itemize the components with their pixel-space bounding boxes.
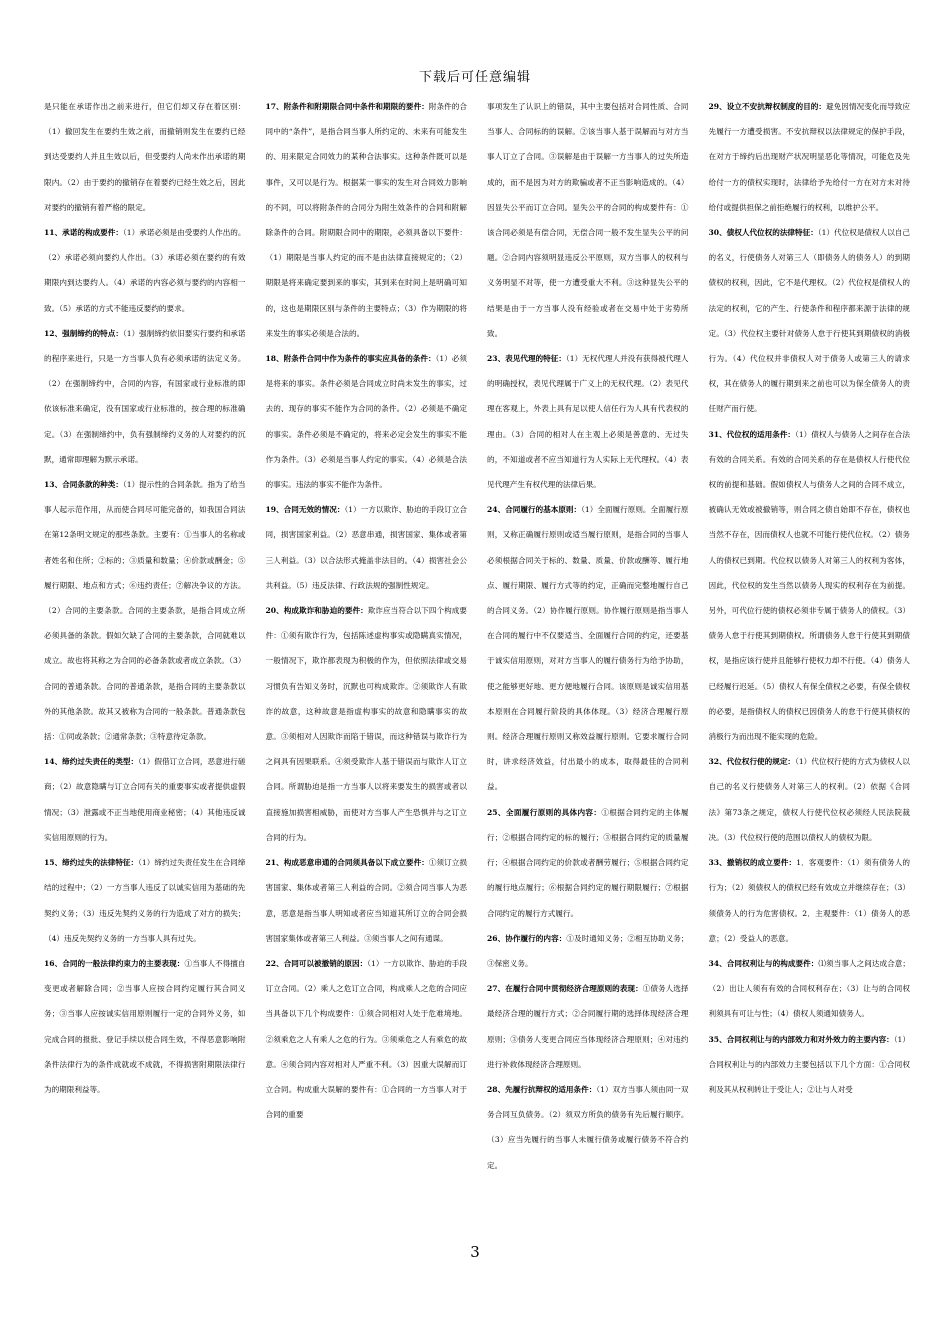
paragraph-text: （1）代位权行使的方式为债权人以自己的名义行使债务人对第三人的权利。（2）依据《合同法》第73条之规定，债权人行使代位权必须经人民法院裁决。（3）代位权行使的范围以债权人的债权为限。 xyxy=(708,757,910,842)
paragraph-text: （1）承诺必须是由受要约人作出的。（2）承诺必须向要约人作出。（3）承诺必须在要约的有效期限内到达要约人。（4）承诺的内容必须与要约的内容相一致。（5）承诺的方式不能违反要约的要求。 xyxy=(44,228,246,313)
paragraph-heading: 34、合同权利让与的构成要件： xyxy=(708,958,819,968)
paragraph-heading: 31、代位权的适用条件： xyxy=(708,429,796,439)
paragraph xyxy=(709,94,911,220)
page-header-title: 下载后可任意编辑 xyxy=(418,70,531,85)
paragraph-heading: 32、代位权行使的规定： xyxy=(708,757,796,767)
paragraph-heading: 20、构成欺诈和胁迫的要件： xyxy=(265,606,368,616)
paragraph xyxy=(487,800,689,926)
column-3 xyxy=(487,94,689,1229)
paragraph-heading: 13、合同条款的种类： xyxy=(44,480,123,490)
paragraph xyxy=(44,951,246,1102)
paragraph-heading: 16、合同的一般法律约束力的主要表现： xyxy=(44,958,185,968)
paragraph-text: （1）缔约过失责任发生在合同缔结的过程中；（2）一方当事人违反了以诚实信用为基础的先契约义务；（3）违反先契约义务的行为造成了对方的损失；（4）违反先契约义务的一方当事人具有过失。 xyxy=(44,858,246,943)
paragraph xyxy=(487,346,689,497)
paragraph-text: （1）假借订立合同，恶意进行磋商；（2）故意隐瞒与订立合同有关的重要事实或者提供虚假情况；（3）泄露或不正当地使用商业秘密；（4）其他违反诚实信用原则的行为。 xyxy=(44,757,246,842)
paragraph-text: （1）全面履行原则。全面履行原则，又称正确履行原则或适当履行原则，是指合同的当事人必须根据合同关于标的、数量、质量、价款或酬等、履行地点、履行期限、履行方式等的约定，正确而完整地履行自己的合同义务。（2）协作履行原则。协作履行原则是指当事人在合同的履行中不仅要适当、全面履行合同的约定，还要基于诚实信用原则，对对方当事人的履行债务行为给予协助，使之能够更好地、更方便地履行合同。该原则是诚实信用基本原则在合同履行阶段的具体体现。（3）经济合理履行原则。经济合理履行原则又称效益履行原则。它要求履行合同时，讲求经济效益，付出最小的成本，取得最佳的合同利益。 xyxy=(487,505,689,792)
paragraph xyxy=(487,497,689,799)
paragraph-text: ①及时通知义务；②相互协助义务；③保密义务。 xyxy=(487,933,689,968)
paragraph-text: （1）提示性的合同条款。指为了给当事人起示范作用，从而使合同尽可能完备的，如我国合同法在第12条明文规定的那些条款。主要有：①当事人的名称或者姓名和住所；②标的；③质量和数量；④价款或酬金；⑤履行期限、地点和方式；⑥违约责任；⑦解决争议的方法。（2）合同的主要条款。合同的主要条款，是指合同成立所必须具备的条款。假如欠缺了合同的主要条款，合同就难以成立。故也将其称之为合同的必备条款或者成立条款。（3）合同的普通条款。合同的普通条款，是指合同的主要条款以外的其他条款。故其又被称为合同的一般条款。普通条款包括：①同或条款；②通常条款；③特意待定条款。 xyxy=(44,480,246,742)
paragraph-text: ①当事人不得擅自变更或者解除合同；②当事人应按合同约定履行其合同义务；③当事人应按诚实信用原则履行一定的合同外义务，如完成合同的报批、登记手续以使合同生效，不得恶意影响附条件法律行为的条件成就或不成就，不得损害附期限法律行为的期限利益等。 xyxy=(44,958,246,1094)
paragraph xyxy=(44,749,246,850)
paragraph-heading: 33、撤销权的成立要件： xyxy=(708,858,797,868)
paragraph-text: ①债务人选择最经济合理的履行方式；②合同履行期的选择体现经济合理原则；③债务人变更合同应当体现经济合理原则；④对违约进行补救体现经济合理原则。 xyxy=(487,984,689,1069)
paragraph-text: （1）合同权利让与的内部效力主要包括以下几个方面：①合同权利及其从权利转让于受让人；②让与人对受 xyxy=(708,1034,910,1094)
paragraph-heading: 27、在履行合同中贯彻经济合理原则的表现： xyxy=(487,984,643,994)
paragraph-text: （1）双方当事人须由同一双务合同互负债务。（2）须双方所负的债务有先后履行顺序。（3）应当先履行的当事人未履行债务或履行债务不符合约定。 xyxy=(487,1084,689,1170)
paragraph xyxy=(487,1077,689,1178)
document-body xyxy=(44,94,910,1229)
paragraph-heading: 14、缔约过失责任的类型： xyxy=(44,757,139,767)
paragraph-text: 事项发生了认识上的错误，其中主要包括对合同性质、合同当事人、合同标的的误解。②该当事人基于误解而与对方当事人订立了合同。③误解是由于误解一方当事人的过失所造成的，而不是因为对方的欺骗或者不正当影响造成的。（4）因显失公平而订立合同。显失公平的合同的构成要件有：①该合同必须是有偿合同，无偿合同一般不发生显失公平的问题。②合同内容须明显违反公平原则，双方当事人的权利与义务明显不对等，使一方遭受重大不利。③这种显失公平的结果是由于一方当事人没有经验或者在交易中处于劣势所致。 xyxy=(487,102,689,338)
paragraph xyxy=(44,472,246,749)
paragraph xyxy=(709,422,911,750)
paragraph xyxy=(709,850,911,951)
paragraph-heading: 26、协作履行的内容： xyxy=(487,933,567,943)
paragraph-text: （1）必须是将来的事实。条件必须是合同成立时尚未发生的事实，过去的、现存的事实不能作为合同的条件。（2）必须是不确定的事实。条件必须是不确定的，将来必定会发生的事实不能作为条件。（3）必须是当事人约定的事实。（4）必须是合法的事实。违法的事实不能作为条件。 xyxy=(265,354,467,490)
paragraph-text: ①根据合同约定的主体履行；②根据合同约定的标的履行；③根据合同约定的质量履行；④根据合同约定的价款或者酬劳履行；⑤根据合同约定的履行地点履行；⑥根据合同约定的履行期限履行；⑦根据合同约定的履行方式履行。 xyxy=(487,807,689,918)
paragraph xyxy=(487,94,689,346)
paragraph-text: （1）一方以欺诈、胁迫的手段订立合同。（2）乘人之危订立合同，构成乘人之危的合同应当具备以下几个构成要件：①须合同相对人处于危难境地。②须乘危之人有乘人之危的行为。③须乘危之人有乘危的故意。④须合同内容对相对人严重不利。（3）因重大误解而订立合同。构成重大误解的要件有：①合同的一方当事人对于合同的重要 xyxy=(265,958,467,1120)
paragraph-text: 是只能在承诺作出之前来进行，但它们却又存在着区别：（1）撤回发生在要约生效之前，而撤销则发生在要约已经到达受要约人并且生效以后，但受要约人尚未作出承诺的期限内。（2）由于要约的撤销存在着要约已经生效之后，因此对要约的撤销有着严格的限定。 xyxy=(44,102,246,212)
paragraph xyxy=(487,976,689,1077)
column-4 xyxy=(709,94,911,1229)
paragraph xyxy=(266,346,468,497)
paragraph-text: （1）债权人与债务人之间存在合法有效的合同关系。有效的合同关系的存在是债权人行使代位权的前提和基础。假如债权人与债务人之间的合同不成立，被确认无效或被撤销等，则合同之债自始即不存在，债权也当然不存在，因而债权人也就不可能行使代位权。（2）债务人的债权已到期。代位权以债务人对第三人的权利为客体，因此，代位权的发生当然以债务人现实的权利存在为前提。另外，可代位行使的债权必须非专属于债务人的债权。（3）债务人怠于行使其到期债权。所谓债务人怠于行使其到期债权，是指应该行使并且能够行使权力却不行使。（4）债务人已经履行迟延。（5）债权人有保全债权之必要，有保全债权的必要，是指债权人的债权已因债务人的怠于行使其债权的消极行为而出现不能实现的危险。 xyxy=(708,429,910,742)
paragraph-text: （1）一方以欺诈、胁迫的手段订立合同，损害国家利益。（2）恶意串通，损害国家、集体或者第三人利益。（3）以合法形式掩盖非法目的。（4）损害社会公共利益。（5）违反法律、行政法规的强制性规定。 xyxy=(265,505,467,590)
paragraph-heading: 19、合同无效的情况： xyxy=(265,505,345,515)
column-1 xyxy=(44,94,246,1229)
paragraph-heading: 23、表见代理的特征： xyxy=(487,354,566,364)
paragraph xyxy=(266,598,468,850)
paragraph xyxy=(709,220,911,422)
paragraph-text: 欺诈应当符合以下四个构成要件：①须有欺诈行为，包括陈述虚构事实或隐瞒真实情况，一般情况下，欺诈都表现为积极的作为，但依照法律或交易习惯负有告知义务时，沉默也可构成欺诈。②须欺诈人有欺诈的故意，这种故意是指虚构事实的故意和隐瞒事实的故意。③须相对人因欺诈而陷于错误，而这种错误与欺诈行为之间具有因果联系。④须受欺诈人基于错误而与欺诈人订立合同。所谓胁迫是指一方当事人以将来要发生的损害或者以直接施加损害相威胁，而使对方当事人产生恐惧并与之订立合同的行为。 xyxy=(265,606,467,842)
paragraph-heading: 24、合同履行的基本原则： xyxy=(487,505,582,515)
page-number: 3 xyxy=(470,1243,480,1261)
paragraph-text: 附条件的合同中的“条件”，是指合同当事人所约定的、未来有可能发生的、用来限定合同效力的某种合法事实。这种条件既可以是事件，又可以是行为。根据某一事实的发生对合同效力影响的不同，可以将附条件的合同分为附生效条件的合同和附解除条件的合同。附期限合同中的期限，必须具备以下要件：（1）期限是当事人约定的而不是由法律直接规定的；（2）期限是将来确定要到来的事实，其到来在时间上是明确可知的，这也是期限区别与条件的主要特点；（3）作为期限的将来发生的事实必须是合法的。 xyxy=(265,102,467,338)
paragraph-heading: 22、合同可以被撤销的原因： xyxy=(265,958,368,968)
paragraph xyxy=(487,926,689,976)
paragraph-heading: 11、承诺的构成要件： xyxy=(44,228,123,238)
paragraph-text: 1．客观要件：（1）须有债务人的行为；（2）须债权人的债权已经有效成立并继续存在；（3）须债务人的行为危害债权。2．主观要件：（1）债务人的恶意；（2）受益人的恶意。 xyxy=(708,858,910,943)
paragraph-heading: 29、设立不安抗辩权制度的目的： xyxy=(708,102,827,111)
paragraph-heading: 28、先履行抗辩权的适用条件： xyxy=(487,1084,597,1094)
paragraph-heading: 18、附条件合同中作为条件的事实应具备的条件： xyxy=(265,354,436,364)
paragraph xyxy=(266,951,468,1127)
paragraph xyxy=(709,951,911,1027)
paragraph-text: 避免因情况变化而导致应先履行一方遭受损害。不安抗辩权以法律规定的保护手段，在对方于缔约后出现财产状况明显恶化等情况，可能危及先给付一方的债权实现时，法律给予先给付一方在对方未对待给付或提供担保之前拒绝履行的权利，以维护公平。 xyxy=(708,102,910,212)
paragraph xyxy=(709,1027,911,1103)
paragraph-heading: 17、附条件和附期限合同中条件和期限的要件： xyxy=(265,102,429,111)
paragraph xyxy=(266,94,468,346)
paragraph-text: ①须订立损害国家、集体或者第三人利益的合同。②须合同当事人为恶意，恶意是指当事人明知或者应当知道其所订立的合同会损害国家集体或者第三人利益。③须当事人之间有通谋。 xyxy=(265,858,467,943)
paragraph xyxy=(709,749,911,850)
paragraph-text: （1）无权代理人并没有获得被代理人的明确授权，表见代理属于广义上的无权代理。（2）表见代理在客观上，外表上具有足以使人信任行为人具有代表权的理由。（3）合同的相对人在主观上必须是善意的、无过失的，不知道或者不应当知道行为人实际上无代理权。（4）表见代理产生有权代理的法律后果。 xyxy=(487,354,689,490)
paragraph xyxy=(44,321,246,472)
paragraph xyxy=(44,850,246,951)
column-2 xyxy=(266,94,468,1229)
paragraph xyxy=(266,850,468,951)
paragraph-text: （1）强制缔约依旧要实行要约和承诺的程序来进行，只是一方当事人负有必须承诺的法定义务。（2）在强制缔约中，合同的内容，有国家或行业标准的即依该标准来确定，没有国家或行业标准的，按合理的标准确定。（3）在强制缔约中，负有强制缔约义务的人对要约的沉默，通常即理解为默示承诺。 xyxy=(44,328,246,464)
paragraph-heading: 35、合同权利让与的内部效力和对外效力的主要内容： xyxy=(708,1034,894,1044)
paragraph-heading: 30、债权人代位权的法律特征： xyxy=(708,228,818,238)
paragraph xyxy=(44,94,246,220)
paragraph-text: ⑴须当事人之间达成合意；（2）出让人须有有效的合同权利存在；（3）让与的合同权利须具有可让与性；（4）债权人须通知债务人。 xyxy=(708,958,910,1019)
paragraph-heading: 25、全面履行原则的具体内容： xyxy=(487,807,602,817)
paragraph xyxy=(266,497,468,598)
paragraph-heading: 21、构成恶意串通的合同须具备以下成立要件： xyxy=(265,858,429,868)
paragraph-heading: 15、缔约过失的法律特征： xyxy=(44,858,139,868)
paragraph-heading: 12、强制缔约的特点： xyxy=(44,328,123,338)
paragraph xyxy=(44,220,246,321)
paragraph-text: （1）代位权是债权人以自己的名义，行使债务人对第三人（即债务人的债务人）的到期债权的权利，因此，它不是代理权。（2）代位权是债权人的法定的权利，它的产生、行使条件和程序都来源于法律的规定。（3）代位权主要针对债务人怠于行使其到期债权的消极行为。（4）代位权并非债权人对于债务人或第三人的请求权，其在债务人的履行期到来之前也可以为保全债务人的责任财产而行使。 xyxy=(708,228,910,414)
